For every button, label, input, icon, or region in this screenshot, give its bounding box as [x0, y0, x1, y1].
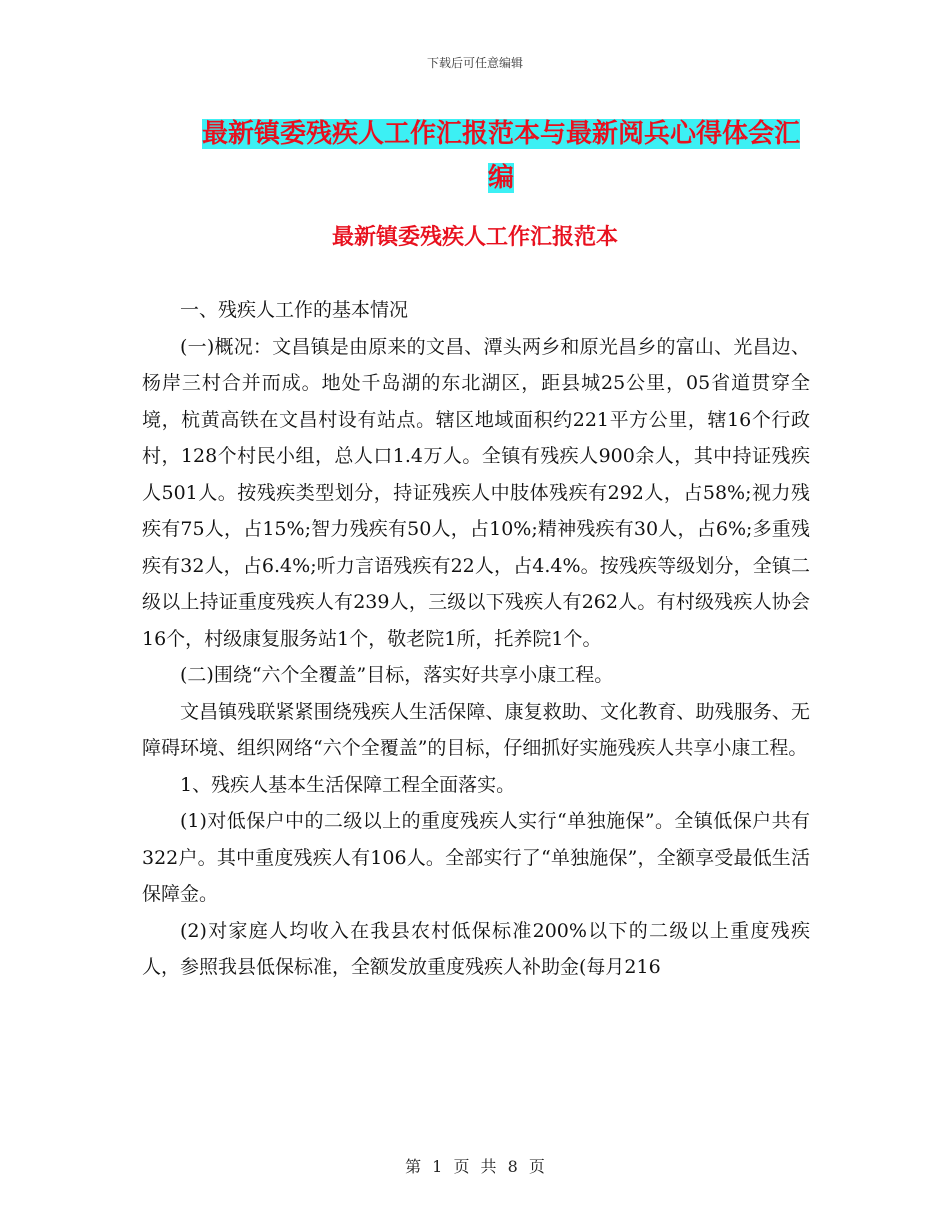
paragraph-subheading-basic-living: 1、残疾人基本生活保障工程全面落实。 [180, 773, 516, 796]
paragraph-overview: (一)概况：文昌镇是由原来的文昌、潭头两乡和原光昌乡的富山、光昌边、杨岸三村合并而成。地处千岛湖的东北湖区，距县城25公里，05省道贯穿全境，杭黄高铁在文昌村设有站点。辖区地域面积约221平方公里，辖16个行政村，128个村民小组，总人口1.4万人。全镇有残疾人900余人，其中持证残疾人501人。按残疾类型划分，持证残疾人中肢体残疾有292人，占58%;视力残疾有75人，占15%;智力残疾有50人，占10%;精神残疾有30人，占6%;多重残疾有32人，占6.4%;听力言语残疾有22人，占4.4%。按残疾等级划分，全镇二级以上持证重度残疾人有239人，三级以下残疾人有262人。有村级残疾人协会16个，村级康复服务站1个，敬老院1所，托养院1个。 [142, 335, 810, 650]
paragraph-item-2: (2)对家庭人均收入在我县农村低保标准200%以下的二级以上重度残疾人，参照我县低保标准，全额发放重度残疾人补助金(每月216 [142, 919, 810, 978]
paragraph-item-1: (1)对低保户中的二级以上的重度残疾人实行“单独施保”。全镇低保户共有322户。其中重度残疾人有106人。全部实行了“单独施保”，全额享受最低生活保障金。 [142, 810, 810, 905]
paragraph-six-coverage-goal: 文昌镇残联紧紧围绕残疾人生活保障、康复救助、文化教育、助残服务、无障碍环境、组织网络“六个全覆盖”的目标，仔细抓好实施残疾人共享小康工程。 [142, 700, 810, 759]
page-header-note: 下载后可任意编辑 [426, 56, 523, 70]
document-title [196, 112, 806, 200]
paragraph-subheading-six-coverage: (二)围绕“六个全覆盖”目标，落实好共享小康工程。 [180, 664, 614, 686]
paragraph-heading-basic-situation: 一、残疾人工作的基本情况 [180, 299, 409, 321]
page-footer-indicator: 第 1 页 共 8 页 [405, 1157, 545, 1176]
section-title: 最新镇委残疾人工作汇报范本 [331, 225, 618, 250]
document-body [142, 292, 810, 986]
document-title-text: 最新镇委残疾人工作汇报范本与最新阅兵心得体会汇编 [201, 119, 800, 193]
